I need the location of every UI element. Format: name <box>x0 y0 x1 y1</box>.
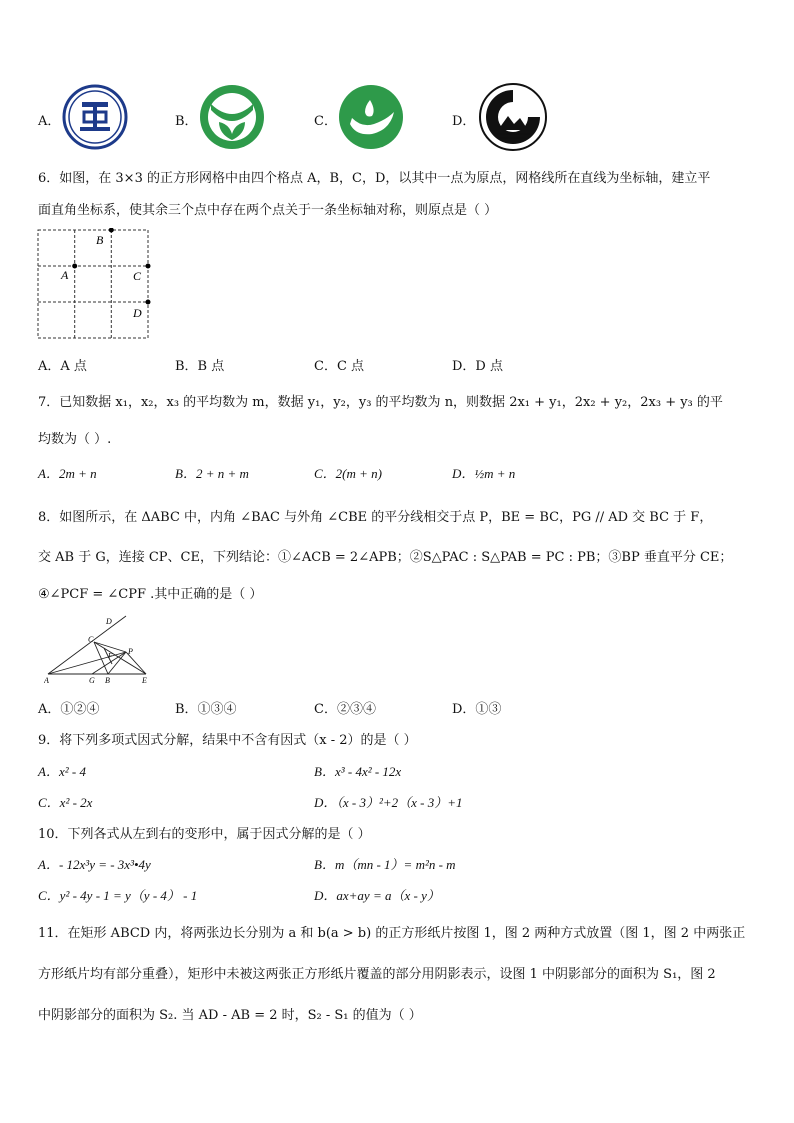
q8-label-g: G <box>89 676 95 685</box>
q7-option-d: D．½m + n <box>452 466 516 481</box>
q8-option-d: D．①③ <box>452 702 502 717</box>
q6-point-a <box>72 264 77 269</box>
q6-point-c <box>146 264 151 269</box>
mountain-c-logo-icon <box>478 82 548 152</box>
q11-text-line3: 中阴影部分的面积为 S₂. 当 AD - AB = 2 时，S₂ - S₁ 的值为（ ） <box>38 1008 422 1023</box>
q8-label-p: P <box>128 647 133 656</box>
q10-option-a: A．- 12x³y = - 3x³•4y <box>38 857 151 872</box>
q8-text-line2: 交 AB 于 G，连接 CP、CE，下列结论：①∠ACB = 2∠APB；②S△PAC : S△PAB = PC : PB；③BP 垂直平分 CE； <box>38 550 733 565</box>
q7-option-b: B．2 + n + m <box>175 466 249 481</box>
q9-option-b: B．x³ - 4x² - 12x <box>314 764 402 779</box>
q7-option-c: C．2(m + n) <box>314 466 382 481</box>
q6-option-c: C．C 点 <box>314 359 365 374</box>
q5-option-a-label: A． <box>38 114 61 129</box>
q11-text-line1: 11．在矩形 ABCD 内，将两张边长分别为 a 和 b(a > b) 的正方形纸片按图 1，图 2 两种方式放置（图 1，图 2 中两张正 <box>38 926 746 941</box>
q9-text-line1: 9．将下列多项式因式分解，结果中不含有因式（x - 2）的是（ ） <box>38 733 417 748</box>
green-water-drop-logo-icon <box>338 84 404 150</box>
q10-text-line1: 10．下列各式从左到右的变形中，属于因式分解的是（ ） <box>38 827 371 842</box>
q10-option-b: B．m（mn - 1）= m²n - m <box>314 857 456 872</box>
q8-label-a: A <box>44 676 49 685</box>
q10-option-d: D．ax+ay = a（x - y） <box>314 888 440 903</box>
q8-text-line1: 8．如图所示，在 ΔABC 中，内角 ∠BAC 与外角 ∠CBE 的平分线相交于点 P，BE = BC，PG // AD 交 BC 于 F， <box>38 510 713 525</box>
q8-label-f: F <box>108 652 113 660</box>
q6-point-d <box>146 300 151 305</box>
q8-triangle-figure <box>44 612 164 686</box>
q8-label-e: E <box>142 676 147 685</box>
q8-option-b: B．①③④ <box>175 702 237 717</box>
q6-label-b: B <box>96 233 104 247</box>
q8-label-d: D <box>106 617 112 626</box>
q6-label-a: A <box>61 268 69 282</box>
q6-label-c: C <box>133 269 142 283</box>
circle-grid-logo-icon <box>62 84 128 150</box>
q9-option-a: A．x² - 4 <box>38 764 86 779</box>
q6-grid-figure <box>36 228 156 342</box>
q5-option-d-label: D． <box>452 114 476 129</box>
q8-text-line3: ④∠PCF = ∠CPF .其中正确的是（ ） <box>38 587 263 602</box>
q6-label-d: D <box>133 306 142 320</box>
q8-label-c: C <box>88 635 94 644</box>
q10-option-c: C．y² - 4y - 1 = y（y - 4） - 1 <box>38 888 198 903</box>
q9-option-c: C．x² - 2x <box>38 795 93 810</box>
q5-option-b-label: B． <box>175 114 198 129</box>
q6-option-d: D．D 点 <box>452 359 503 374</box>
q6-option-a: A．A 点 <box>38 359 87 374</box>
q6-text-line2: 面直角坐标系，使其余三个点中存在两个点关于一条坐标轴对称，则原点是（ ） <box>38 203 498 218</box>
green-cup-leaf-logo-icon <box>199 84 265 150</box>
q11-text-line2: 方形纸片均有部分重叠），矩形中未被这两张正方形纸片覆盖的部分用阴影表示，设图 1 中阴影部分的面积为 S₁，图 2 <box>38 967 716 982</box>
q6-text-line1: 6．如图，在 3×3 的正方形网格中由四个格点 A，B，C，D，以其中一点为原点，网格线所在直线为坐标轴，建立平 <box>38 171 711 186</box>
q9-option-d: D．（x - 3）²+2（x - 3）+1 <box>314 795 463 810</box>
q8-label-b: B <box>105 676 110 685</box>
q7-text-line1: 7．已知数据 x₁，x₂，x₃ 的平均数为 m，数据 y₁，y₂，y₃ 的平均数为 n，则数据 2x₁ + y₁，2x₂ + y₂，2x₃ + y₃ 的平 <box>38 395 723 410</box>
q6-option-b: B．B 点 <box>175 359 225 374</box>
q6-point-b <box>109 228 114 233</box>
q7-option-a: A．2m + n <box>38 466 97 481</box>
q8-option-c: C．②③④ <box>314 702 376 717</box>
q8-option-a: A．①②④ <box>38 702 100 717</box>
q7-text-line2: 均数为（ ）. <box>38 432 112 447</box>
q5-option-c-label: C． <box>314 114 337 129</box>
